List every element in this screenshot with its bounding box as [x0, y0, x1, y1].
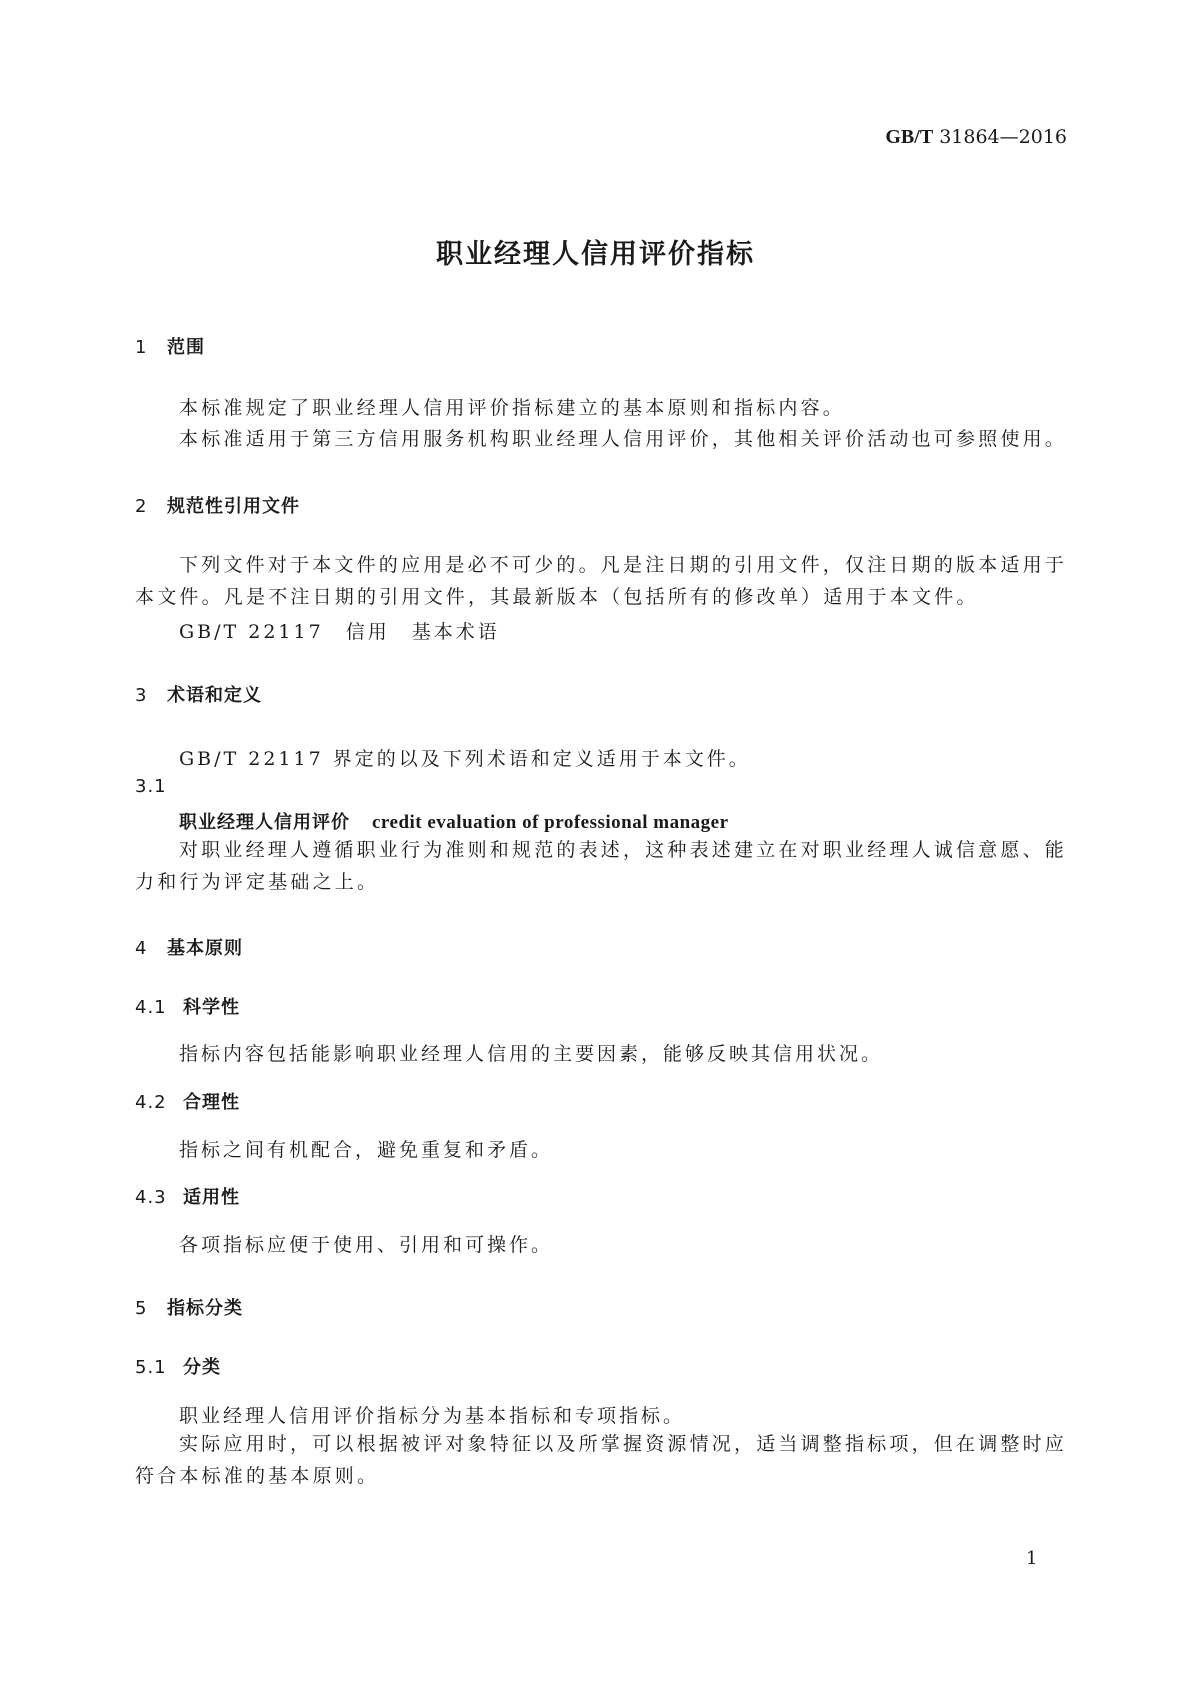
section-title: 术语和定义	[167, 685, 262, 706]
term-entry	[179, 808, 729, 834]
section-title: 规范性引用文件	[167, 496, 300, 517]
s1-paragraph-1: 本标准规定了职业经理人信用评价指标建立的基本原则和指标内容。	[179, 397, 846, 419]
section-title: 科学性	[183, 997, 240, 1018]
section-number: 1	[135, 337, 148, 358]
term-definition: 对职业经理人遵循职业行为准则和规范的表述，这种表述建立在对职业经理人诚信意愿、能力和行为评定基础之上。	[135, 839, 1068, 893]
s4-2-text: 指标之间有机配合，避免重复和矛盾。	[179, 1139, 554, 1161]
document-title: 职业经理人信用评价指标	[436, 239, 755, 270]
section-4-heading	[135, 934, 243, 960]
section-title: 基本原则	[167, 938, 243, 959]
section-1-heading	[135, 333, 205, 359]
s3-paragraph: GB/T 22117 界定的以及下列术语和定义适用于本文件。	[179, 748, 751, 770]
section-title: 分类	[183, 1357, 221, 1378]
s5-paragraph-1: 职业经理人信用评价指标分为基本指标和专项指标。	[179, 1405, 686, 1427]
section-number: 4.1	[135, 997, 167, 1018]
code-number: 31864—2016	[939, 126, 1067, 148]
section-number: 5.1	[135, 1357, 167, 1378]
page-number: 1	[1026, 1548, 1038, 1569]
section-4-2-heading	[135, 1088, 240, 1114]
section-number: 4	[135, 938, 148, 959]
section-5-heading	[135, 1294, 243, 1320]
s1-paragraph-2: 本标准适用于第三方信用服务机构职业经理人信用评价，其他相关评价活动也可参照使用。	[179, 428, 1068, 450]
section-number: 2	[135, 496, 148, 517]
section-number: 4.2	[135, 1092, 167, 1113]
s4-3-text: 各项指标应便于使用、引用和可操作。	[179, 1234, 554, 1256]
term-chinese: 职业经理人信用评价	[179, 812, 350, 833]
s2-paragraph: 下列文件对于本文件的应用是必不可少的。凡是注日期的引用文件，仅注日期的版本适用于本文件。凡是不注日期的引用文件，其最新版本（包括所有的修改单）适用于本文件。	[135, 554, 1068, 608]
section-title: 适用性	[183, 1187, 240, 1208]
section-title: 指标分类	[167, 1298, 243, 1319]
section-title: 范围	[167, 337, 205, 358]
code-prefix: GB/T	[885, 126, 934, 148]
s5-paragraph-2: 实际应用时，可以根据被评对象特征以及所掌握资源情况，适当调整指标项，但在调整时应符合本标准的基本原则。	[135, 1433, 1068, 1487]
section-4-3-heading	[135, 1183, 240, 1209]
normative-reference: GB/T 22117 信用 基本术语	[179, 621, 500, 643]
standard-code	[885, 126, 1067, 149]
section-number: 5	[135, 1298, 148, 1319]
section-number: 4.3	[135, 1187, 167, 1208]
section-number: 3	[135, 685, 148, 706]
s4-1-text: 指标内容包括能影响职业经理人信用的主要因素，能够反映其信用状况。	[179, 1043, 884, 1065]
section-4-1-heading	[135, 993, 240, 1019]
section-2-heading	[135, 492, 300, 518]
term-english: credit evaluation of professional manager	[372, 812, 729, 833]
term-number: 3.1	[135, 776, 167, 797]
section-title: 合理性	[183, 1092, 240, 1113]
section-3-heading	[135, 681, 262, 707]
section-5-1-heading	[135, 1353, 221, 1379]
